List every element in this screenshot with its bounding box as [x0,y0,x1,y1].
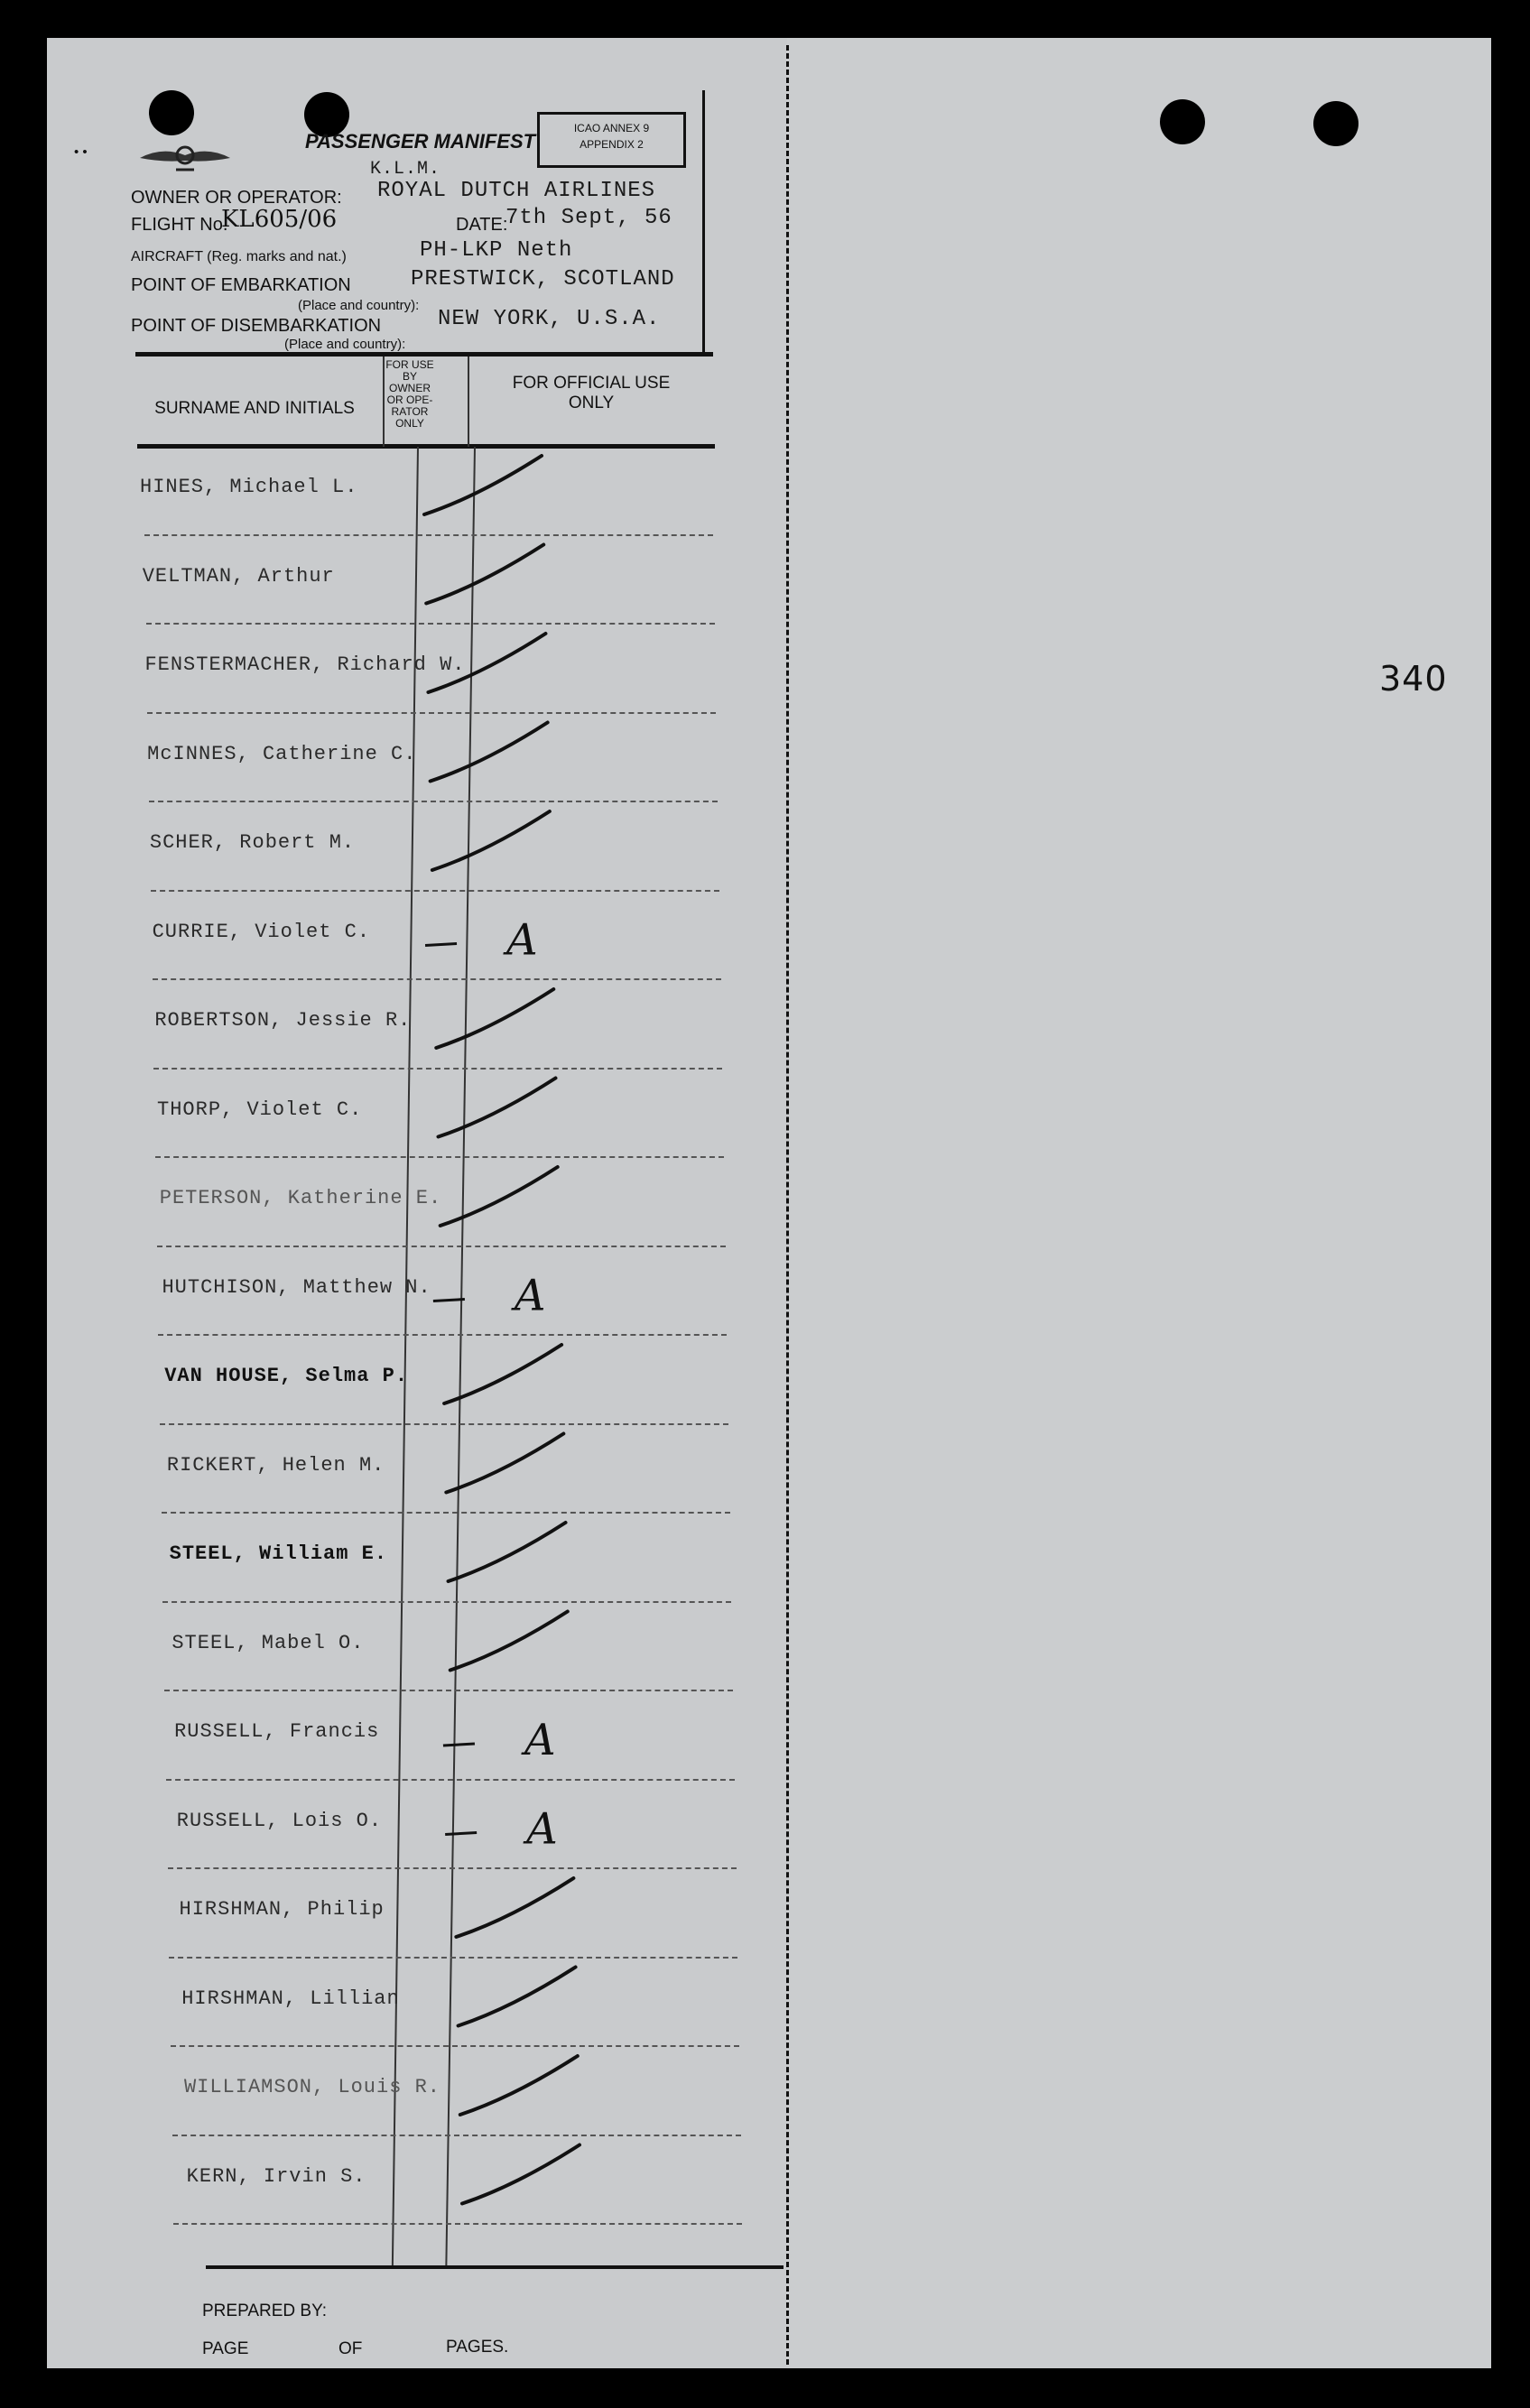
klm-abbrev: K.L.M. [370,159,441,180]
admitted-mark: A [514,1270,546,1321]
check-mark-icon [424,456,542,514]
passenger-name: HIRSHMAN, Lillian [181,1987,400,2010]
disembarkation-label: POINT OF DISEMBARKATION [131,316,382,336]
passenger-name: PETERSON, Katherine E. [159,1187,442,1209]
passenger-name: VELTMAN, Arthur [142,564,335,588]
check-mark-icon [440,1167,558,1226]
annex-line1: ICAO ANNEX 9 [573,122,650,134]
passenger-name: McINNES, Catherine C. [147,742,417,765]
aircraft-value: PH-LKP Neth [420,238,573,263]
of-label: OF [338,2339,363,2358]
check-mark-icon [450,1612,568,1671]
check-mark-icon [431,723,548,782]
admitted-mark: A [524,1715,556,1765]
official-header-line2: ONLY [568,394,615,412]
manifest-title: PASSENGER MANIFEST [305,130,536,153]
dash-mark-icon [443,1744,475,1746]
owner-label: OWNER OR OPERATOR: [131,188,342,208]
passenger-name: RUSSELL, Francis [174,1720,380,1743]
passenger-name: RICKERT, Helen M. [166,1453,385,1477]
date-label: DATE: [456,215,508,235]
passenger-name: HINES, Michael L. [140,476,358,498]
embarkation-label: POINT OF EMBARKATION [131,275,351,295]
column-surname-header: SURNAME AND INITIALS [154,399,355,418]
check-mark-icon [436,989,553,1048]
owner-col-line: ONLY [395,417,424,430]
passenger-name: KERN, Irvin S. [186,2164,366,2188]
disembarkation-value: NEW YORK, U.S.A. [438,307,661,331]
aircraft-label: AIRCRAFT (Reg. marks and nat.) [131,249,347,264]
pages-label: PAGES. [446,2338,509,2357]
owner-col-line: RATOR [391,405,429,418]
passenger-name: VAN HOUSE, Selma P. [164,1365,409,1387]
passenger-name: STEEL, Mabel O. [172,1631,365,1654]
check-mark-icon [459,1968,576,2026]
margin-dots: • • [74,144,88,160]
passenger-name: ROBERTSON, Jessie R. [154,1009,412,1032]
prepared-by-label: PREPARED BY: [202,2301,327,2320]
check-mark-icon [428,634,545,692]
owner-col-line: OR OPE- [386,394,433,406]
embarkation-value: PRESTWICK, SCOTLAND [411,267,675,292]
passenger-name: RUSSELL, Lois O. [176,1809,383,1832]
admitted-mark: A [506,914,538,966]
check-mark-icon [456,1878,573,1937]
owner-value: ROYAL DUTCH AIRLINES [377,179,656,203]
owner-col-line: FOR USE [385,358,434,371]
page-label: PAGE [202,2339,249,2358]
check-mark-icon [462,2145,580,2204]
check-mark-icon [460,2056,578,2115]
official-header-line1: FOR OFFICIAL USE [512,374,671,393]
passenger-name: SCHER, Robert M. [149,831,356,854]
date-value: 7th Sept, 56 [505,206,672,230]
check-mark-icon [426,545,543,604]
passenger-name: WILLIAMSON, Louis R. [183,2076,440,2098]
dash-mark-icon [445,1833,477,1835]
flight-value: KL605/06 [221,206,338,233]
passenger-name: FENSTERMACHER, Richard W. [144,653,466,676]
page-number: 340 [1379,659,1448,699]
embarkation-note: (Place and country): [298,298,420,313]
dash-mark-icon [425,944,457,946]
passenger-name: CURRIE, Violet C. [152,920,371,943]
check-mark-icon [446,1434,563,1493]
annex-line2: APPENDIX 2 [580,138,644,151]
owner-col-line: OWNER [389,382,431,394]
disembarkation-note: (Place and country): [284,337,406,352]
admitted-mark: A [526,1803,558,1855]
check-mark-icon [444,1345,561,1403]
passenger-name: STEEL, William E. [169,1542,388,1565]
owner-col-line: BY [402,370,417,383]
dash-mark-icon [433,1300,465,1301]
check-mark-icon [449,1523,566,1581]
passenger-name: THORP, Violet C. [157,1097,363,1121]
check-mark-icon [438,1079,555,1137]
flight-label: FLIGHT No. [131,215,228,235]
passenger-name: HUTCHISON, Matthew N. [162,1275,431,1299]
check-mark-icon [432,811,550,870]
passenger-name: HIRSHMAN, Philip [179,1898,385,1921]
